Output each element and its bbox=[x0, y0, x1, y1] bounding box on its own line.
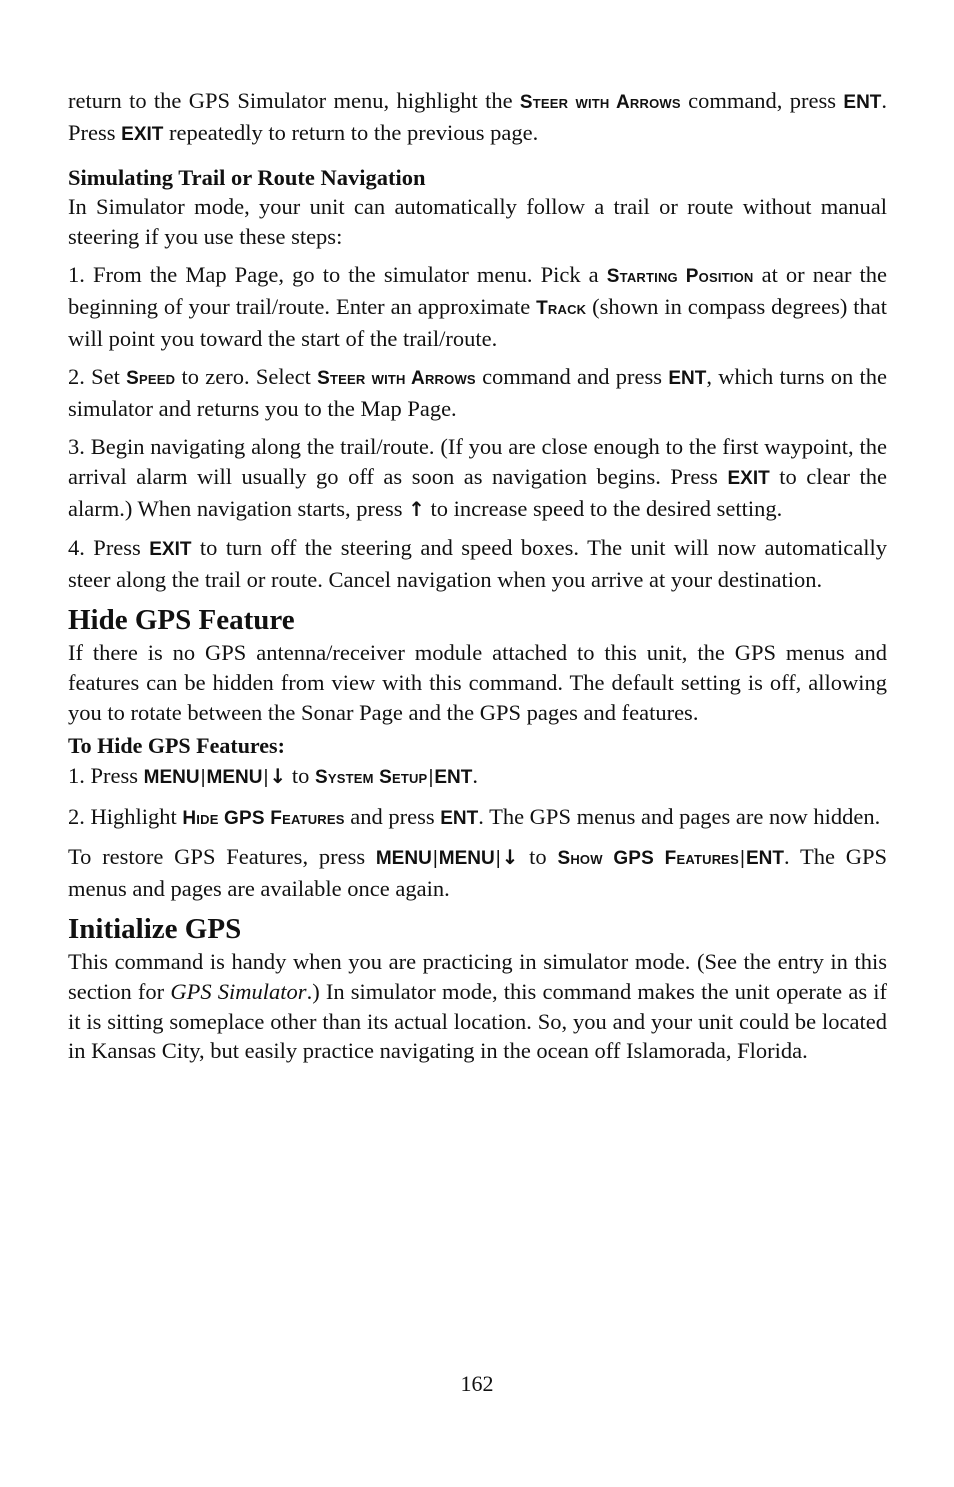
paragraph-initialize: This command is handy when you are practicing in simulator mode. (See the entry in this section for GPS Simulator.) In simulator mode, this command makes the unit operate as if it is sitting someplace other than its actual location. So, you and your unit could be located in Kansas City, but easily practice navigating in the ocean off Islamorada, Florida. bbox=[68, 949, 888, 1064]
page-number: 162 bbox=[460, 1371, 494, 1396]
restore-paragraph: To restore GPS Features, press MENU|MENU|↓ to Show GPS Features|ENT. The GPS menus and pages are available once again. bbox=[68, 844, 887, 901]
separator: | bbox=[495, 848, 501, 870]
arrow-down-icon: ↓ bbox=[501, 845, 519, 870]
step-4: 4. Press EXIT to turn off the steering and speed boxes. The unit will now automatically steer along the trail or route. Cancel navigation when you arrive at your destination. bbox=[68, 535, 887, 592]
key-ent: ENT bbox=[434, 767, 473, 789]
command-show-gps-features: Show GPS Features bbox=[557, 848, 740, 870]
italic-gps-simulator: GPS Simulator bbox=[170, 979, 307, 1005]
separator: | bbox=[432, 848, 438, 870]
step-3: 3. Begin navigating along the trail/route. (If you are close enough to the first waypoint, the arrival alarm will usually go off as soon as navigation begins. Press EXIT to clear the alarm.) When navigation starts, press ↑ to increase speed to the desired setting. bbox=[68, 434, 887, 521]
command-speed: Speed bbox=[126, 368, 176, 390]
key-menu: MENU bbox=[438, 848, 495, 870]
command-track: Track bbox=[536, 297, 587, 319]
step-1: 1. From the Map Page, go to the simulator menu. Pick a Starting Position at or near the beginning of your trail/route. Enter an approximate Track (shown in compass degrees) that will point you toward the start of the trail/route. bbox=[68, 262, 888, 351]
key-exit: EXIT bbox=[121, 123, 164, 145]
key-exit: EXIT bbox=[727, 467, 770, 489]
command-hide-gps-features: Hide GPS Features bbox=[182, 807, 345, 829]
command-starting-position: Starting Position bbox=[606, 266, 754, 288]
separator: | bbox=[740, 848, 745, 870]
paragraph-sim-intro: In Simulator mode, your unit can automatically follow a trail or route without manual steering if you use these steps: bbox=[68, 194, 887, 249]
key-menu: MENU bbox=[375, 848, 432, 870]
separator: | bbox=[428, 767, 434, 789]
command-steer-with-arrows: Steer with Arrows bbox=[519, 92, 681, 113]
command-steer-with-arrows: Steer with Arrows bbox=[317, 368, 476, 390]
key-exit: EXIT bbox=[149, 539, 192, 561]
key-ent: ENT bbox=[440, 807, 479, 829]
command-system-setup: System Setup bbox=[314, 767, 428, 789]
subheading-to-hide-gps: To Hide GPS Features: bbox=[68, 733, 285, 759]
paragraph-continued: return to the GPS Simulator menu, highlight the Steer with Arrows command, press ENT. Press EXIT repeatedly to return to the previous page. bbox=[68, 88, 888, 145]
key-ent: ENT bbox=[843, 92, 882, 113]
separator: | bbox=[200, 767, 206, 789]
heading-initialize-gps: Initialize GPS bbox=[68, 913, 242, 946]
step-2: 2. Set Speed to zero. Select Steer with Arrows command and press ENT, which turns on the simulator and returns you to the Map Page. bbox=[68, 364, 887, 421]
separator: | bbox=[263, 767, 269, 789]
key-menu: MENU bbox=[143, 767, 200, 789]
key-menu: MENU bbox=[206, 767, 263, 789]
key-ent: ENT bbox=[745, 848, 784, 870]
heading-hide-gps-feature: Hide GPS Feature bbox=[68, 604, 295, 637]
subheading-simulating-navigation: Simulating Trail or Route Navigation bbox=[68, 165, 426, 191]
arrow-down-icon: ↓ bbox=[269, 764, 287, 789]
paragraph-hide-intro: If there is no GPS antenna/receiver module attached to this unit, the GPS menus and features can be hidden from view with this command. The default setting is off, allowing you to rotate between the Sonar Page and the GPS pages and features. bbox=[68, 640, 887, 725]
hide-step-2: 2. Highlight Hide GPS Features and press ENT. The GPS menus and pages are now hidden. bbox=[68, 803, 881, 829]
key-ent: ENT bbox=[668, 368, 707, 390]
page-content bbox=[68, 86, 887, 1066]
arrow-up-icon: ↑ bbox=[408, 496, 425, 521]
hide-step-1: 1. Press MENU|MENU|↓ to System Setup|ENT. bbox=[68, 763, 478, 789]
